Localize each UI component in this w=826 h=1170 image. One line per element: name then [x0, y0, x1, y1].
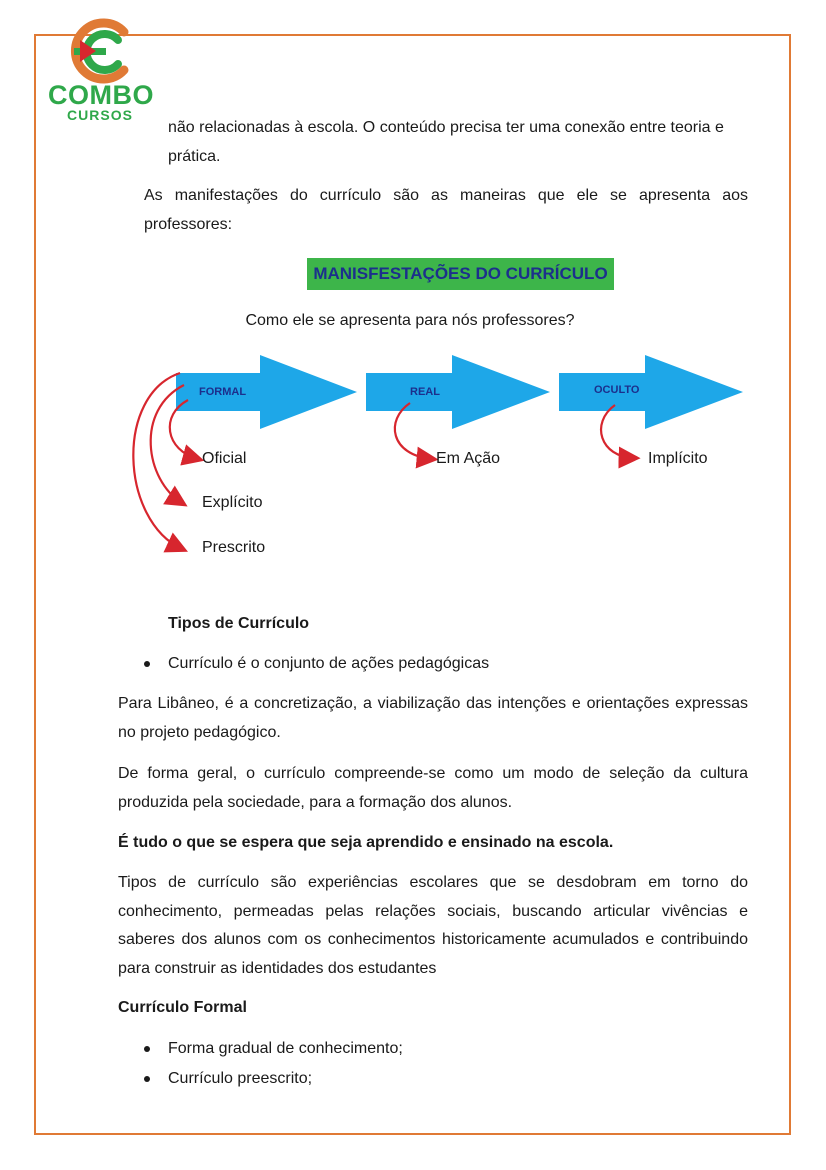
- bullet-dot: [144, 1076, 150, 1082]
- expectation-statement: É tudo o que se espera que seja aprendido e ensinado na escola.: [118, 834, 614, 851]
- types-paragraph: Tipos de currículo são experiências escolares que se desdobram em torno do conhecimento, permeadas pelas relações sociais, buscando articular vivências e saberes dos alunos com os conhecimentos historicamente acumulados e contribuindo para construir as identidades dos estudantes: [118, 874, 748, 977]
- formal-bullet-1: Forma gradual de conhecimento;: [168, 1040, 403, 1057]
- diagram-graphics: [110, 245, 760, 585]
- diagram-subtitle: Como ele se apresenta para nós professores?: [245, 312, 575, 329]
- label-explicito: Explícito: [202, 494, 263, 511]
- label-em-acao: Em Ação: [436, 450, 501, 467]
- logo-emblem-icon: [48, 18, 152, 88]
- tipos-heading: Tipos de Currículo: [168, 615, 310, 632]
- formal-bullet-2: Currículo preescrito;: [168, 1070, 313, 1087]
- label-implicito: Implícito: [648, 450, 708, 467]
- label-prescrito: Prescrito: [202, 539, 266, 556]
- continuation-paragraph: não relacionadas à escola. O conteúdo precisa ter uma conexão entre teoria e prática.: [168, 119, 724, 165]
- bullet-dot: [144, 1046, 150, 1052]
- formal-heading: Currículo Formal: [118, 999, 247, 1016]
- selection-paragraph: De forma geral, o currículo compreende-se como um modo de seleção da cultura produzida pela sociedade, para a formação dos alunos.: [118, 765, 748, 811]
- combo-cursos-logo: [48, 18, 152, 128]
- bullet-dot: [144, 661, 150, 667]
- curve-implicito: [601, 405, 634, 458]
- arrow-label-real: REAL: [410, 386, 440, 398]
- arrow-label-formal: FORMAL: [199, 386, 247, 398]
- label-oficial: Oficial: [202, 450, 247, 467]
- diagram-title: MANISFESTAÇÕES DO CURRÍCULO: [307, 258, 614, 290]
- logo-text-combo: COMBO: [48, 80, 154, 110]
- curve-em-acao: [395, 403, 432, 459]
- logo-text-cursos: CURSOS: [67, 107, 133, 123]
- tipos-bullet: Currículo é o conjunto de ações pedagógicas: [168, 655, 490, 672]
- arrow-oculto-shape: [559, 355, 743, 429]
- manifestations-paragraph: As manifestações do currículo são as maneiras que ele se apresenta aos professores:: [144, 187, 748, 233]
- libaneo-paragraph: Para Libâneo, é a concretização, a viabilização das intenções e orientações expressas no projeto pedagógico.: [118, 695, 748, 741]
- curriculum-diagram: [110, 245, 760, 585]
- arrow-label-oculto: OCULTO: [594, 384, 640, 396]
- arrow-real-shape: [366, 355, 550, 429]
- curve-prescrito: [133, 373, 182, 549]
